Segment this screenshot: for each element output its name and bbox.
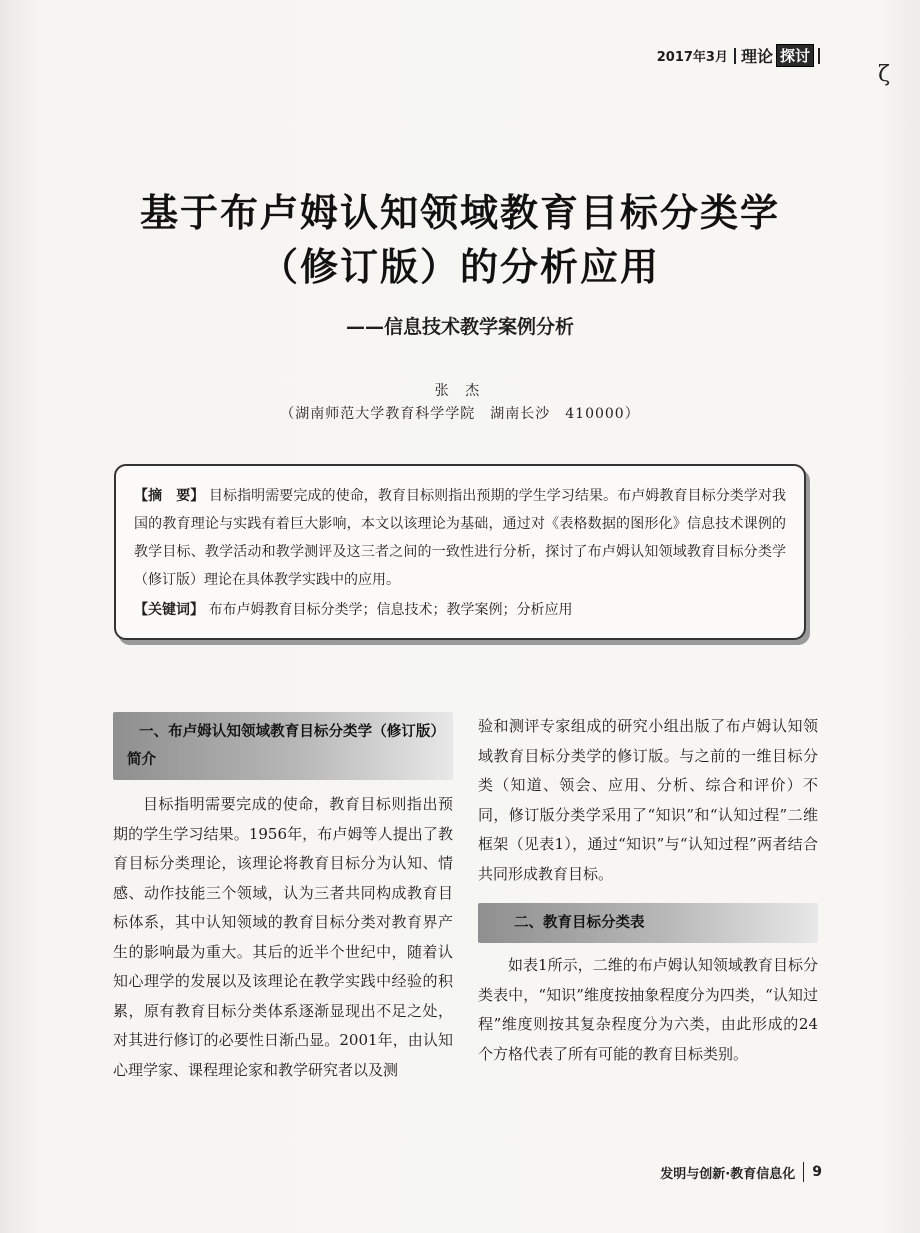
header-divider	[734, 48, 736, 64]
section-label-inverted: 探讨	[776, 44, 814, 67]
section-2-heading: 二、教育目标分类表	[478, 903, 818, 943]
article-subtitle: ——信息技术教学案例分析	[345, 316, 574, 338]
article-title-line-1: 基于布卢姆认知领域教育目标分类学	[139, 190, 780, 235]
section-label: 理论	[740, 47, 773, 66]
keywords-text: 布布卢姆教育目标分类学；信息技术；教学案例；分析应用	[208, 602, 573, 618]
author-name: 张 杰	[434, 383, 486, 399]
header-divider-end	[818, 48, 820, 64]
page-number: 9	[812, 1164, 822, 1180]
section-1-heading: 一、布卢姆认知领域教育目标分类学（修订版）简介	[113, 712, 453, 780]
abstract-label: 【摘 要】	[134, 488, 205, 504]
author-affiliation: （湖南师范大学教育科学学院 湖南长沙 410000）	[280, 406, 640, 422]
footer-divider	[803, 1162, 804, 1182]
section-2-paragraph: 如表1所示，二维的布卢姆认知领域教育目标分类表中，“知识”维度按抽象程度分为四类，“认知过程”维度则按其复杂程度分为六类，由此形成的24个方格代表了所有可能的教育目标类别。	[478, 956, 818, 1063]
section-1-paragraph-continued: 验和测评专家组成的研究小组出版了布卢姆认知领域教育目标分类学的修订版。与之前的一维目标分类（知道、领会、应用、分析、综合和评价）不同，修订版分类学采用了“知识”和“认知过程”二维框架（见表1），通过“知识”与“认知过程”两者结合共同形成教育目标。	[478, 717, 818, 883]
abstract-paragraph	[134, 482, 786, 594]
running-footer	[660, 1162, 822, 1182]
running-header	[657, 44, 820, 67]
issue-date: 2017年3月	[656, 50, 728, 65]
article-title-line-2: （修订版）的分析应用	[259, 244, 660, 289]
column-left	[113, 712, 453, 1085]
abstract-text: 目标指明需要完成的使命，教育目标则指出预期的学生学习结果。布卢姆教育目标分类学对我国的教育理论与实践有着巨大影响，本文以该理论为基础，通过对《表格数据的图形化》信息技术课例的教学目标、教学活动和教学测评及这三者之间的一致性进行分析，探讨了布卢姆认知领域教育目标分类学（修订版）理论在具体教学实践中的应用。	[134, 488, 787, 588]
section-1-paragraph: 目标指明需要完成的使命，教育目标则指出预期的学生学习结果。1956年，布卢姆等人提出了教育目标分类理论，该理论将教育目标分为认知、情感、动作技能三个领域，认为三者共同构成教育目标体系，其中认知领域的教育目标分类对教育界产生的影响最为重大。其后的近半个世纪中，随着认知心理学的发展以及该理论在教学实践中经验的积累，原有教育目标分类体系逐渐显现出不足之处，对其进行修订的必要性日渐凸显。2001年，由认知心理学家、课程理论家和教学研究者以及测	[113, 795, 453, 1079]
keywords-paragraph	[134, 596, 786, 624]
keywords-label: 【关键词】	[134, 602, 204, 618]
column-right	[478, 712, 818, 1069]
corner-pen-mark: ζ	[878, 62, 890, 87]
journal-name: 发明与创新·教育信息化	[660, 1166, 796, 1182]
abstract-box	[114, 464, 806, 640]
